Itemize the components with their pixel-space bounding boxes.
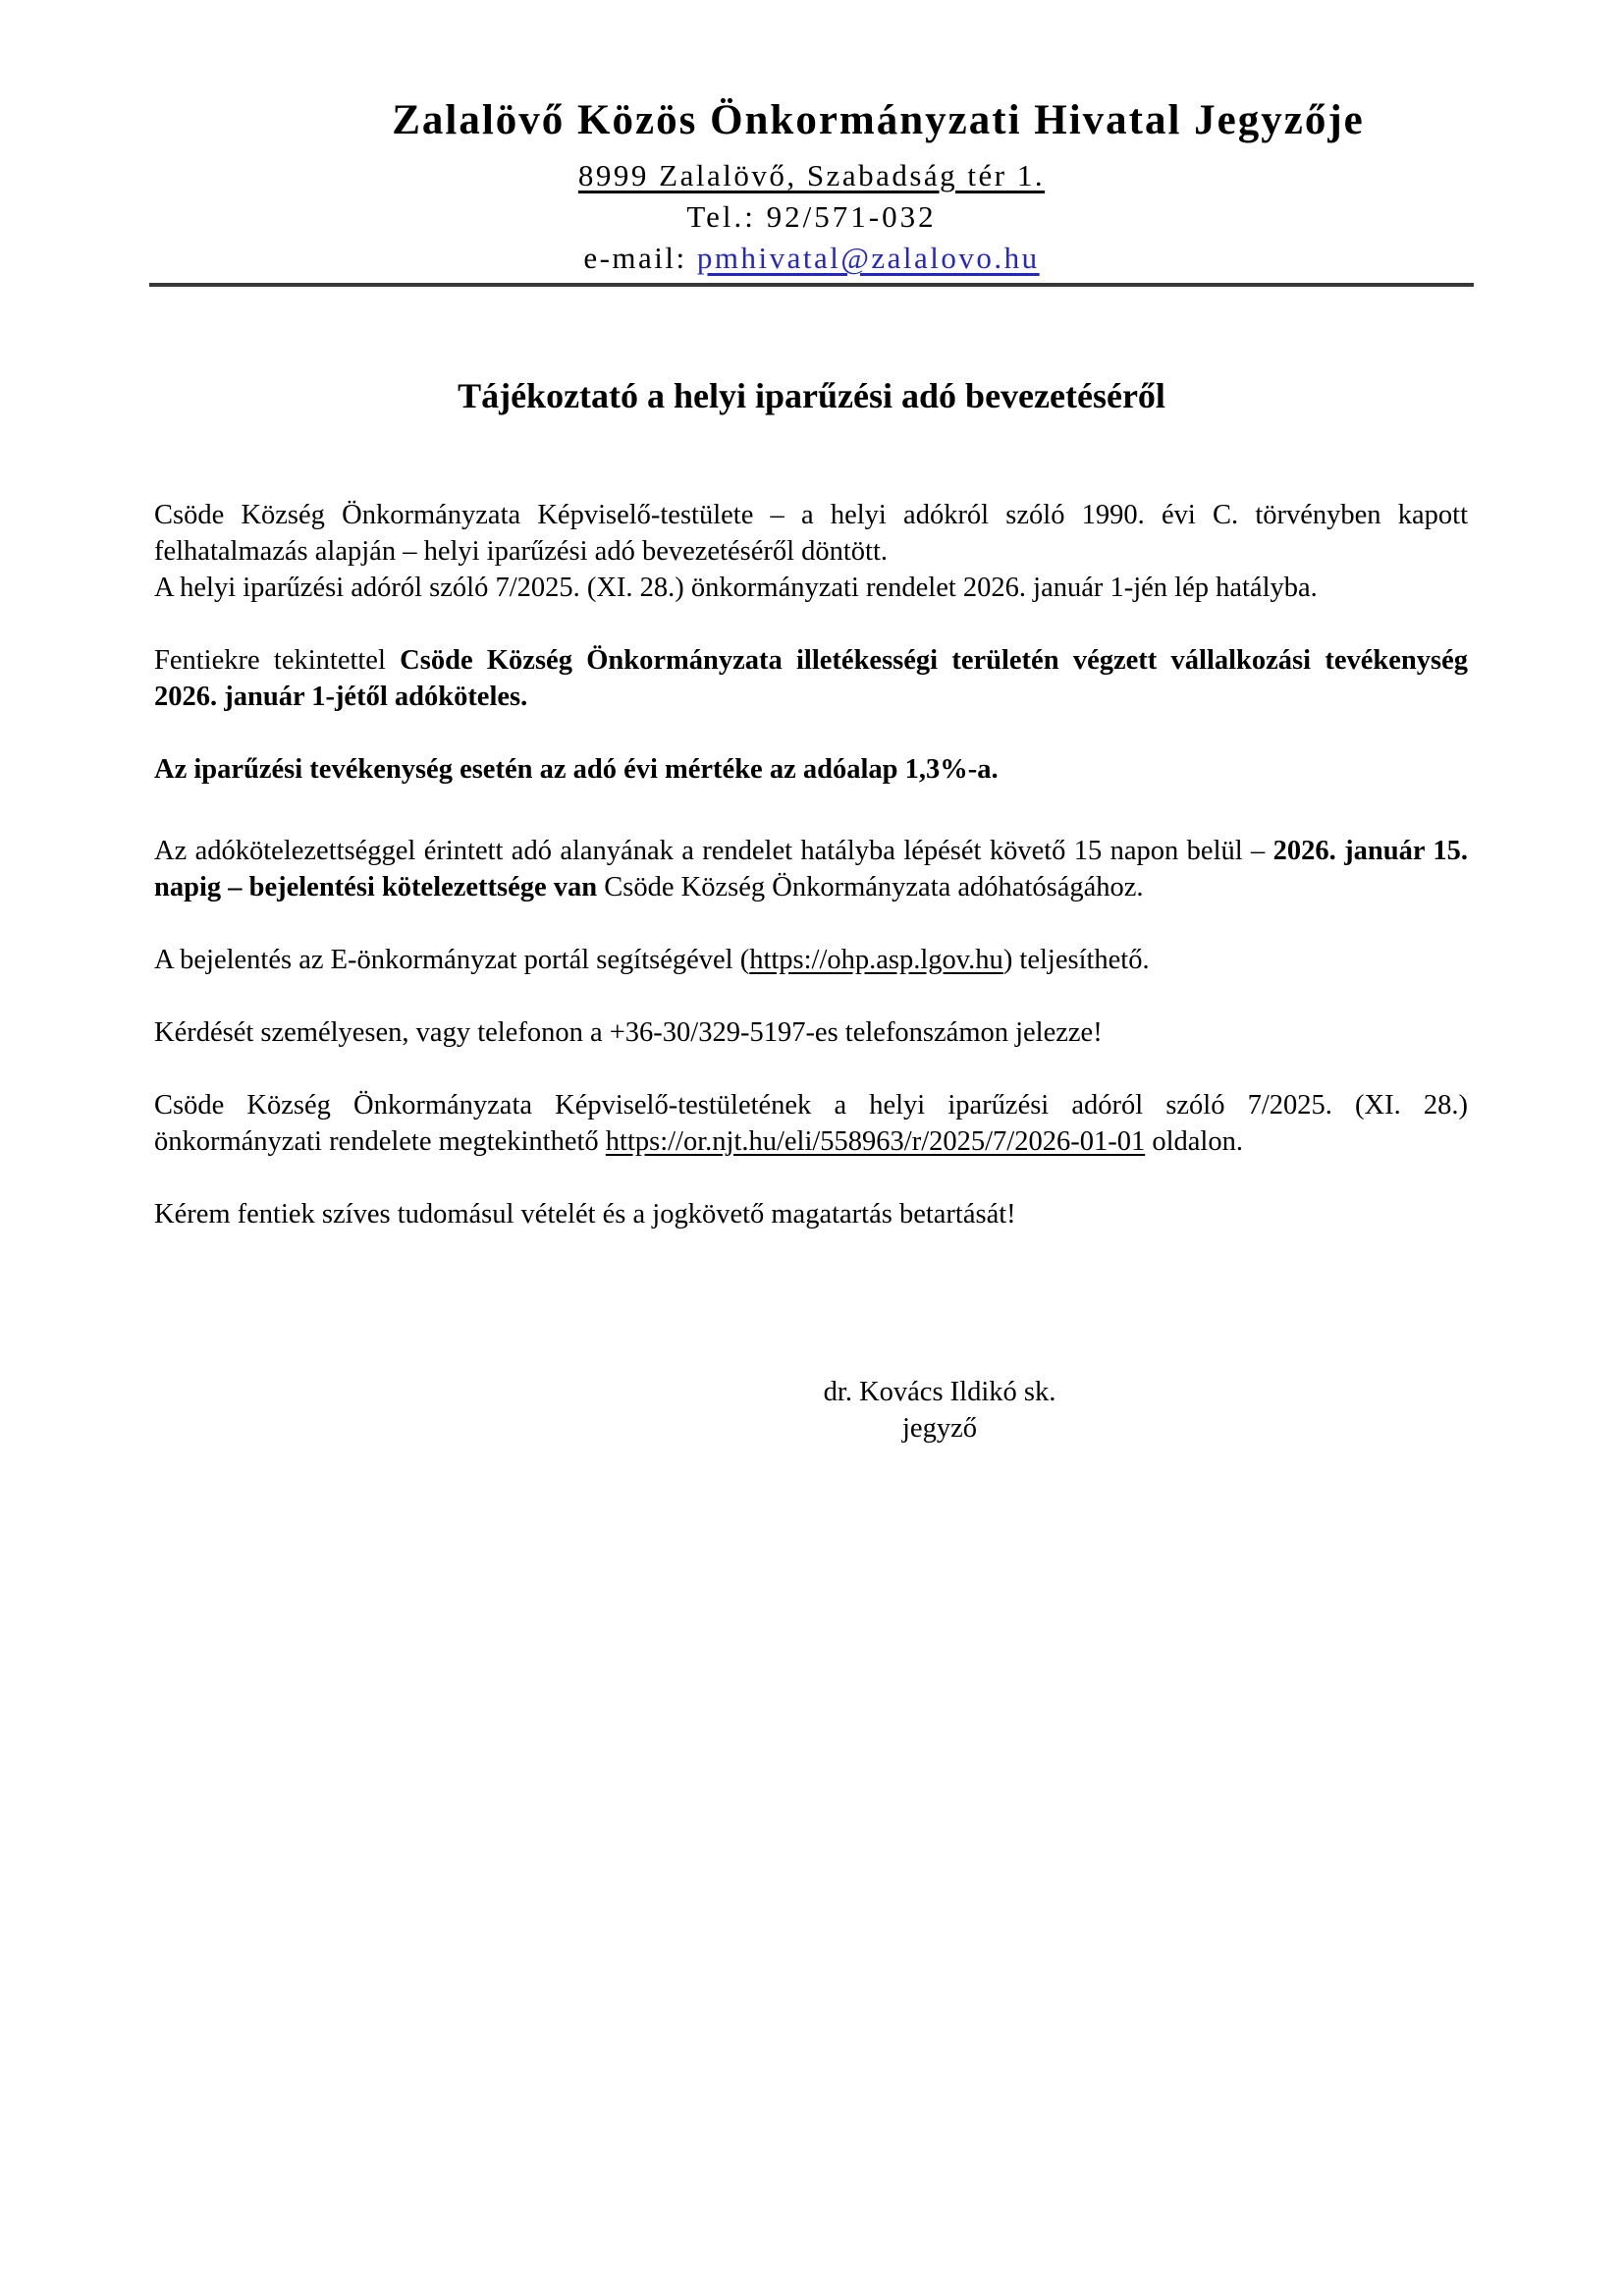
document-body <box>154 497 1468 1447</box>
address-line <box>0 155 1623 196</box>
paragraph-reporting-obligation <box>154 833 1468 905</box>
signatory-name: dr. Kovács Ildikó sk. <box>823 1377 1056 1407</box>
page-title: Tájékoztató a helyi iparűzési adó bevezetéséről <box>458 376 1165 415</box>
paragraph-introduction <box>154 497 1468 570</box>
org-name: Zalalövő Közös Önkormányzati Hivatal Jegyzője <box>392 97 1365 143</box>
paragraph-bold-text: Csöde Község Önkormányzata illetékességi területén végzett vállalkozási tevékenység 2026. január 1-jétől adóköteles. <box>154 645 1468 712</box>
address-text: 8999 Zalalövő, Szabadság tér 1. <box>577 158 1046 192</box>
paragraph-eportal <box>154 942 1468 978</box>
paragraph-decree-effective <box>154 570 1468 606</box>
letterhead <box>0 0 1623 287</box>
paragraph-text: Csöde Község Önkormányzata Képviselő-testülete – a helyi adókról szóló 1990. évi C. törvényben kapott felhatalmazás alapján – helyi iparűzési adó bevezetéséről döntött. <box>154 500 1468 567</box>
paragraph-decree-link <box>154 1087 1468 1160</box>
email-label: e-mail: <box>583 241 697 275</box>
paragraph-contact-phone <box>154 1014 1468 1051</box>
paragraph-text: Fentiekre tekintettel <box>154 645 401 676</box>
paragraph-text: Csöde Község Önkormányzata Képviselő-testületének a helyi iparűzési adóról szóló 7/2025. (XI. 28.) önkormányzati rendelete megtekinthető <box>154 1090 1468 1157</box>
paragraph-text: Az adókötelezettséggel érintett adó alanyának a rendelet hatályba lépését követő 15 napon belül – <box>154 836 1273 866</box>
paragraph-text: A helyi iparűzési adóról szóló 7/2025. (XI. 28.) önkormányzati rendelet 2026. január 1-jén lép hatályba. <box>154 573 1318 603</box>
phone-line: Tel.: 92/571-032 <box>686 199 937 234</box>
eportal-link[interactable]: https://ohp.asp.lgov.hu <box>749 945 1003 975</box>
email-line <box>0 238 1623 279</box>
header-rule <box>149 283 1474 287</box>
paragraph-text: Kérem fentiek szíves tudomásul vételét és a jogkövető magatartás betartását! <box>154 1199 1016 1230</box>
signature-block <box>154 1374 1468 1447</box>
paragraph-text: Kérdését személyesen, vagy telefonon a +36-30/329-5197-es telefonszámon jelezze! <box>154 1017 1103 1048</box>
paragraph-text: Csöde Község Önkormányzata adóhatóságához. <box>597 872 1144 902</box>
paragraph-text: A bejelentés az E-önkormányzat portál segítségével ( <box>154 945 750 975</box>
paragraph-tax-rate <box>154 751 1468 788</box>
decree-link[interactable]: https://or.njt.hu/eli/558963/r/2025/7/2026-01-01 <box>605 1126 1146 1157</box>
signatory-role: jegyző <box>902 1413 977 1444</box>
paragraph-text: ) teljesíthető. <box>1002 945 1150 975</box>
paragraph-bold-text: Az iparűzési tevékenység esetén az adó évi mértéke az adóalap 1,3%-a. <box>154 754 999 785</box>
email-link[interactable]: pmhivatal@zalalovo.hu <box>696 241 1040 275</box>
paragraph-text: oldalon. <box>1145 1126 1243 1157</box>
paragraph-closing <box>154 1196 1468 1232</box>
paragraph-bold-text: 2026. január 15. napig – bejelentési kötelezettsége van <box>154 836 1469 902</box>
paragraph-tax-liability <box>154 642 1468 715</box>
